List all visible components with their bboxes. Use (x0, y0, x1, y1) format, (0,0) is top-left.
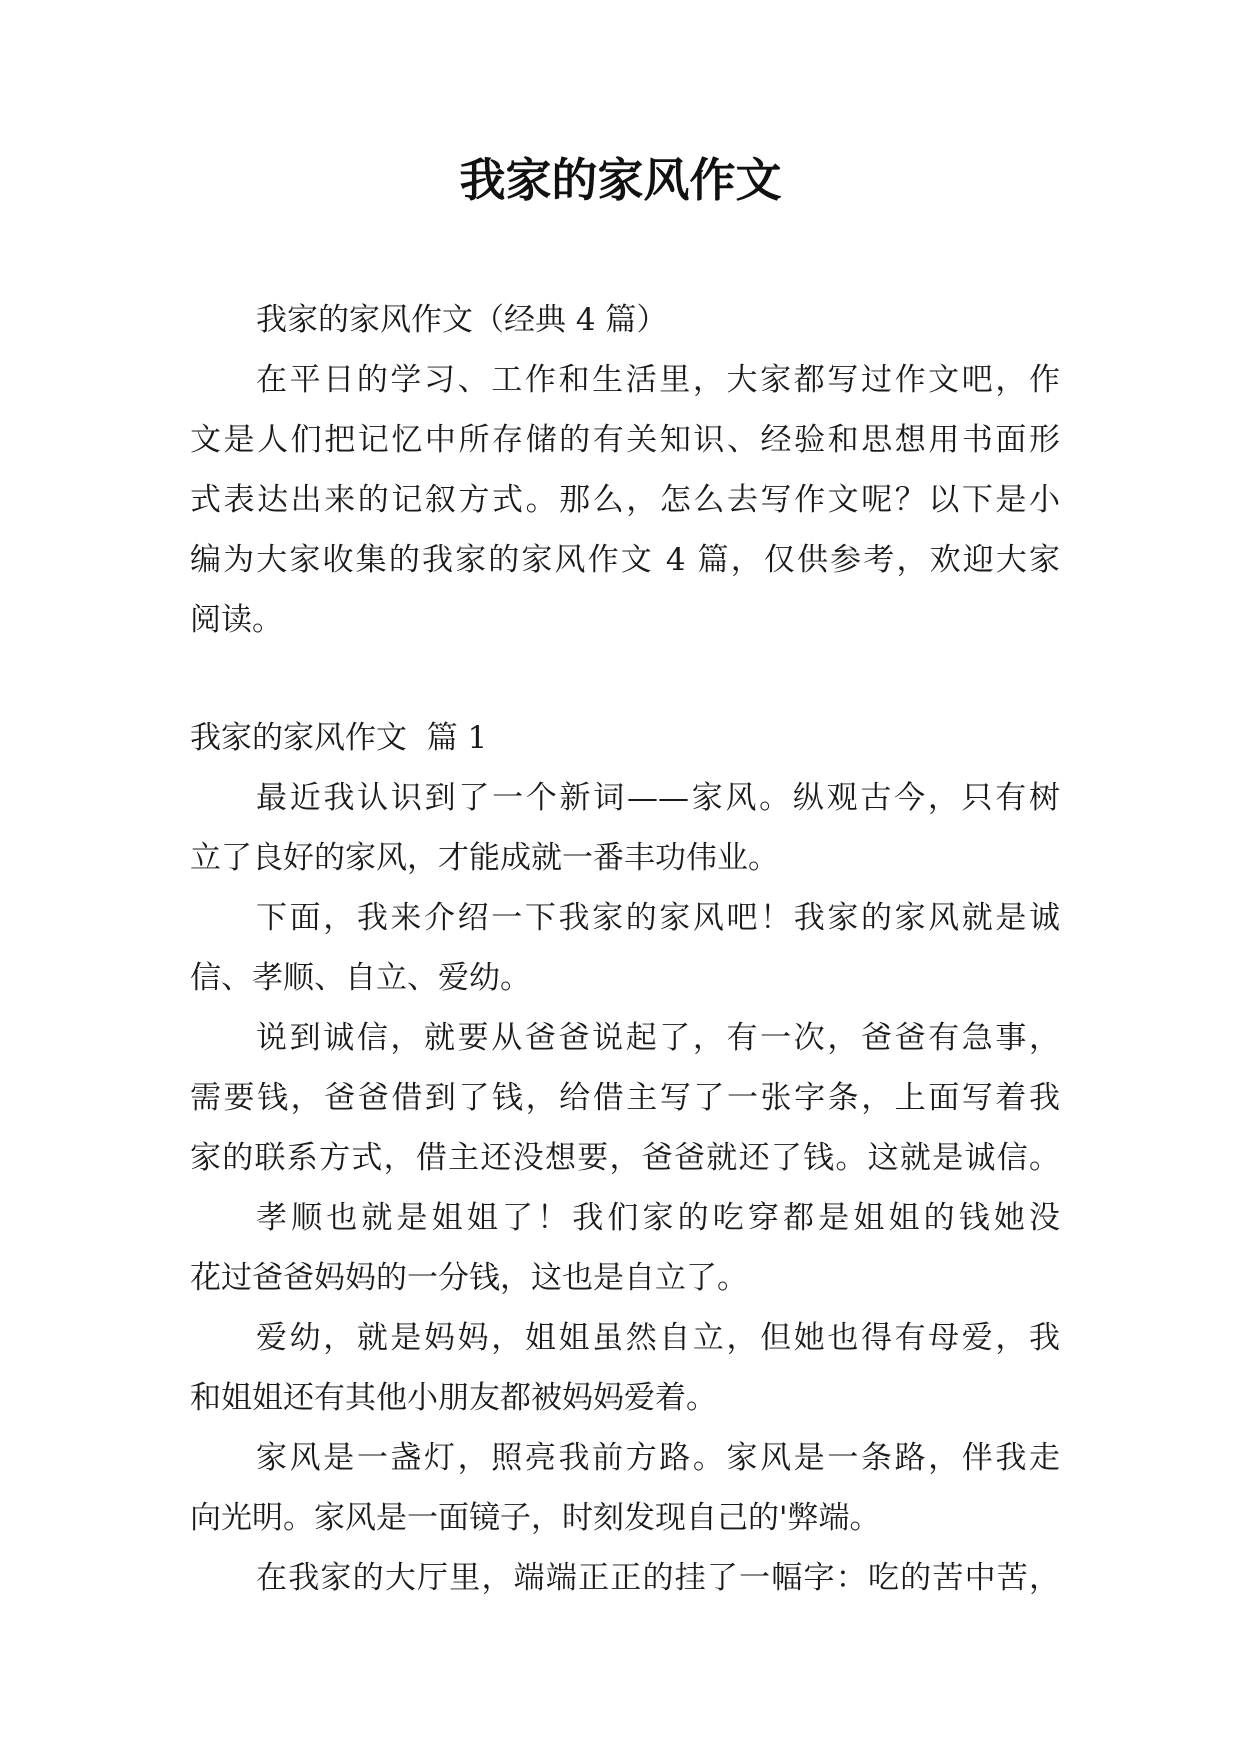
document-subtitle: 我家的家风作文（经典 4 篇） (256, 302, 668, 338)
intro-line: 文是人们把记忆中所存储的有关知识、经验和思想用书面形 (190, 422, 1060, 458)
section-gap (190, 650, 1060, 708)
paragraph-line: 需要钱，爸爸借到了钱，给借主写了一张字条，上面写着我 (190, 1080, 1060, 1116)
paragraph-line: 立了良好的家风，才能成就一番丰功伟业。 (190, 840, 779, 876)
paragraph-line: 下面，我来介绍一下我家的家风吧！我家的家风就是诚 (256, 900, 1060, 936)
paragraph-line: 和姐姐还有其他小朋友都被妈妈爱着。 (190, 1380, 717, 1416)
intro-line: 在平日的学习、工作和生活里，大家都写过作文吧，作 (256, 362, 1060, 398)
document-title: 我家的家风作文 (459, 153, 782, 207)
document-body (190, 290, 1060, 1608)
paragraph-line: 孝顺也就是姐姐了！我们家的吃穿都是姐姐的钱她没 (256, 1200, 1060, 1236)
intro-line: 编为大家收集的我家的家风作文 4 篇，仅供参考，欢迎大家 (190, 542, 1060, 578)
paragraph-line: 家风是一盏灯，照亮我前方路。家风是一条路，伴我走 (256, 1440, 1060, 1476)
paragraph-line: 爱幼，就是妈妈，姐姐虽然自立，但她也得有母爱，我 (256, 1320, 1060, 1356)
paragraph (190, 1308, 1060, 1428)
paragraph-line: 花过爸爸妈妈的一分钱，这也是自立了。 (190, 1260, 748, 1296)
paragraph (190, 768, 1060, 888)
paragraph (190, 1008, 1060, 1188)
paragraph-line: 在我家的大厅里，端端正正的挂了一幅字：吃的苦中苦， (256, 1560, 1060, 1596)
paragraph-line: 家的联系方式，借主还没想要，爸爸就还了钱。这就是诚信。 (190, 1140, 1060, 1176)
paragraph (190, 888, 1060, 1008)
intro-paragraph (190, 350, 1060, 650)
paragraph-line: 信、孝顺、自立、爱幼。 (190, 960, 531, 996)
paragraph (190, 1548, 1060, 1608)
paragraph-line: 最近我认识到了一个新词——家风。纵观古今，只有树 (256, 780, 1060, 816)
section-heading: 我家的家风作文 篇 1 (190, 720, 488, 756)
paragraph-line: 说到诚信，就要从爸爸说起了，有一次，爸爸有急事， (256, 1020, 1060, 1056)
paragraph (190, 1188, 1060, 1308)
intro-line: 式表达出来的记叙方式。那么，怎么去写作文呢？以下是小 (190, 482, 1060, 518)
intro-line: 阅读。 (190, 602, 283, 638)
paragraph (190, 1428, 1060, 1548)
paragraph-line: 向光明。家风是一面镜子，时刻发现自己的'弊端。 (190, 1500, 881, 1536)
